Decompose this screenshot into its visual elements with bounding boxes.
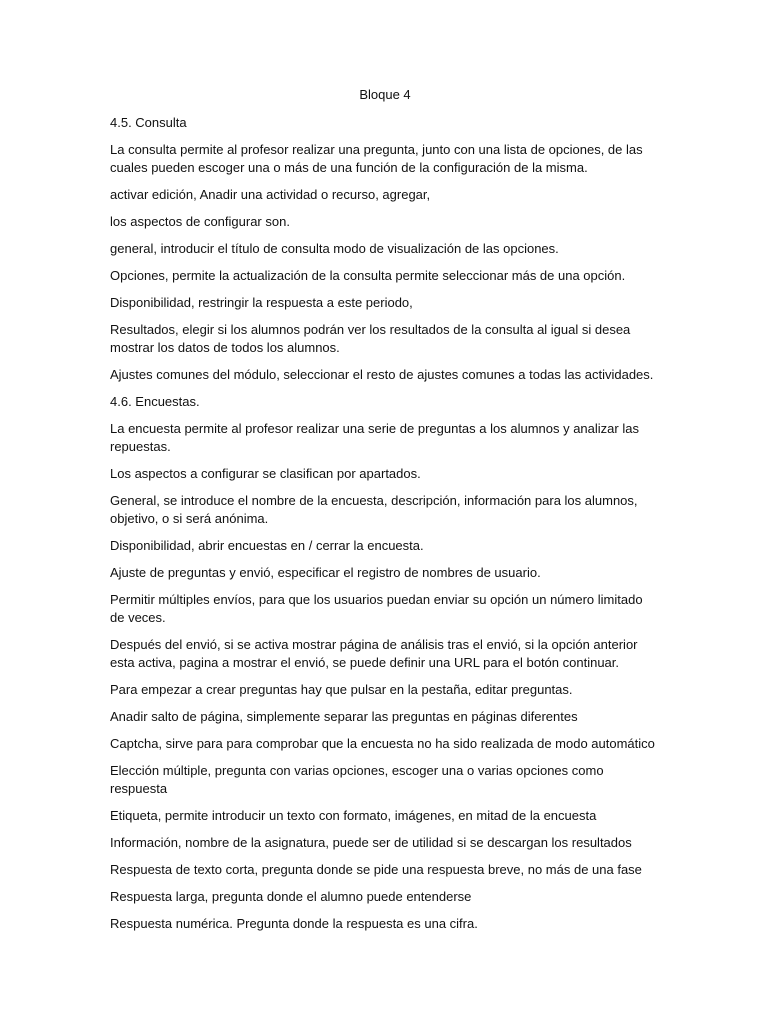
paragraph: Respuesta numérica. Pregunta donde la respuesta es una cifra. xyxy=(110,916,478,931)
paragraph: activar edición, Anadir una actividad o recurso, agregar, xyxy=(110,187,431,202)
paragraph: Disponibilidad, abrir encuestas en / cerrar la encuesta. xyxy=(110,538,424,553)
paragraph: Después del envió, si se activa mostrar página de análisis tras el envió, si la opción anterior esta activa, pagina a mostrar el envió, se puede definir una URL para el botón continuar. xyxy=(110,637,638,670)
paragraph: La consulta permite al profesor realizar una pregunta, junto con una lista de opciones, de las cuales pueden escoger una o más de una función de la configuración de la misma. xyxy=(110,142,643,175)
paragraph: general, introducir el título de consulta modo de visualización de las opciones. xyxy=(110,241,559,256)
paragraph: Etiqueta, permite introducir un texto con formato, imágenes, en mitad de la encuesta xyxy=(110,808,597,823)
paragraph: Anadir salto de página, simplemente separar las preguntas en páginas diferentes xyxy=(110,709,578,724)
paragraph: Captcha, sirve para para comprobar que la encuesta no ha sido realizada de modo automático xyxy=(110,736,655,751)
paragraph: Ajuste de preguntas y envió, especificar el registro de nombres de usuario. xyxy=(110,565,541,580)
paragraph: Resultados, elegir si los alumnos podrán ver los resultados de la consulta al igual si desea mostrar los datos de todos los alumnos. xyxy=(110,322,631,355)
document-body xyxy=(110,86,660,942)
section-heading-consulta: 4.5. Consulta xyxy=(110,115,187,130)
paragraph: Permitir múltiples envíos, para que los usuarios puedan enviar su opción un número limitado de veces. xyxy=(110,592,643,625)
paragraph: General, se introduce el nombre de la encuesta, descripción, información para los alumnos, objetivo, o si será anónima. xyxy=(110,493,638,526)
paragraph: Información, nombre de la asignatura, puede ser de utilidad si se descargan los resultados xyxy=(110,835,632,850)
paragraph: La encuesta permite al profesor realizar una serie de preguntas a los alumnos y analizar las repuestas. xyxy=(110,421,639,454)
paragraph: Respuesta de texto corta, pregunta donde se pide una respuesta breve, no más de una fase xyxy=(110,862,642,877)
paragraph: Opciones, permite la actualización de la consulta permite seleccionar más de una opción. xyxy=(110,268,626,283)
document-title: Bloque 4 xyxy=(359,87,411,102)
section-heading-encuestas: 4.6. Encuestas. xyxy=(110,394,200,409)
paragraph: Elección múltiple, pregunta con varias opciones, escoger una o varias opciones como respuesta xyxy=(110,763,604,796)
paragraph: Disponibilidad, restringir la respuesta a este periodo, xyxy=(110,295,413,310)
paragraph: los aspectos de configurar son. xyxy=(110,214,290,229)
paragraph: Para empezar a crear preguntas hay que pulsar en la pestaña, editar preguntas. xyxy=(110,682,573,697)
paragraph: Ajustes comunes del módulo, seleccionar el resto de ajustes comunes a todas las actividades. xyxy=(110,367,654,382)
paragraph: Los aspectos a configurar se clasifican por apartados. xyxy=(110,466,421,481)
paragraph: Respuesta larga, pregunta donde el alumno puede entenderse xyxy=(110,889,472,904)
